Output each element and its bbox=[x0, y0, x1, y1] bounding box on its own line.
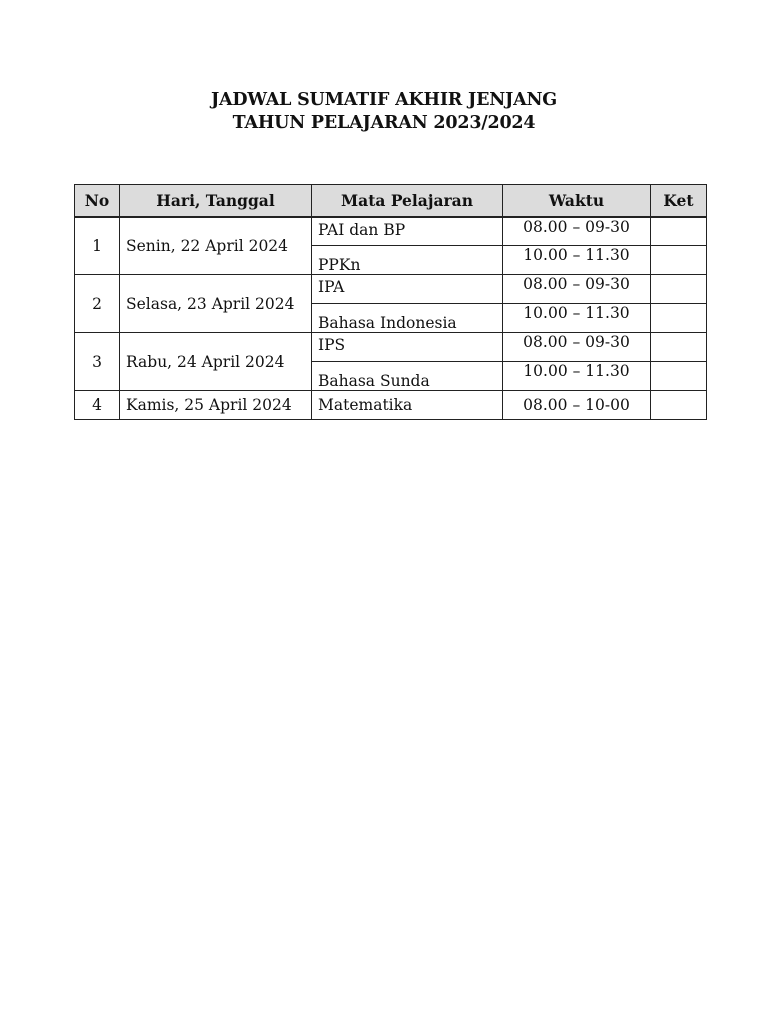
row-subject: Matematika bbox=[312, 391, 503, 420]
row-note bbox=[651, 391, 707, 420]
row-note bbox=[651, 246, 707, 275]
document-title bbox=[0, 89, 768, 135]
header-time: Waktu bbox=[503, 185, 651, 217]
row-number: 2 bbox=[75, 275, 120, 333]
row-number: 1 bbox=[75, 217, 120, 275]
table-row bbox=[75, 217, 707, 246]
row-number: 3 bbox=[75, 333, 120, 391]
row-subject: Bahasa Sunda bbox=[312, 362, 503, 391]
row-note bbox=[651, 217, 707, 246]
row-date: Senin, 22 April 2024 bbox=[120, 217, 312, 275]
table-header-row bbox=[75, 185, 707, 217]
row-date: Selasa, 23 April 2024 bbox=[120, 275, 312, 333]
header-day: Hari, Tanggal bbox=[120, 185, 312, 217]
row-subject: Bahasa Indonesia bbox=[312, 304, 503, 333]
row-note bbox=[651, 304, 707, 333]
row-subject: IPS bbox=[312, 333, 503, 362]
header-note: Ket bbox=[651, 185, 707, 217]
header-no: No bbox=[75, 185, 120, 217]
row-time: 10.00 – 11.30 bbox=[503, 246, 651, 275]
row-number: 4 bbox=[75, 391, 120, 420]
row-time: 08.00 – 09-30 bbox=[503, 217, 651, 246]
schedule-table bbox=[74, 184, 707, 420]
row-subject: PAI dan BP bbox=[312, 217, 503, 246]
table-row bbox=[75, 333, 707, 362]
row-time: 08.00 – 09-30 bbox=[503, 275, 651, 304]
table-row bbox=[75, 391, 707, 420]
row-time: 08.00 – 09-30 bbox=[503, 333, 651, 362]
row-date: Kamis, 25 April 2024 bbox=[120, 391, 312, 420]
row-note bbox=[651, 275, 707, 304]
row-time: 10.00 – 11.30 bbox=[503, 362, 651, 391]
table-row bbox=[75, 275, 707, 304]
row-subject: IPA bbox=[312, 275, 503, 304]
row-note bbox=[651, 333, 707, 362]
row-subject: PPKn bbox=[312, 246, 503, 275]
row-note bbox=[651, 362, 707, 391]
title-line-1: JADWAL SUMATIF AKHIR JENJANG bbox=[210, 90, 558, 110]
row-time: 10.00 – 11.30 bbox=[503, 304, 651, 333]
row-time: 08.00 – 10-00 bbox=[503, 391, 651, 420]
title-line-2: TAHUN PELAJARAN 2023/2024 bbox=[232, 113, 536, 133]
row-date: Rabu, 24 April 2024 bbox=[120, 333, 312, 391]
header-subject: Mata Pelajaran bbox=[312, 185, 503, 217]
